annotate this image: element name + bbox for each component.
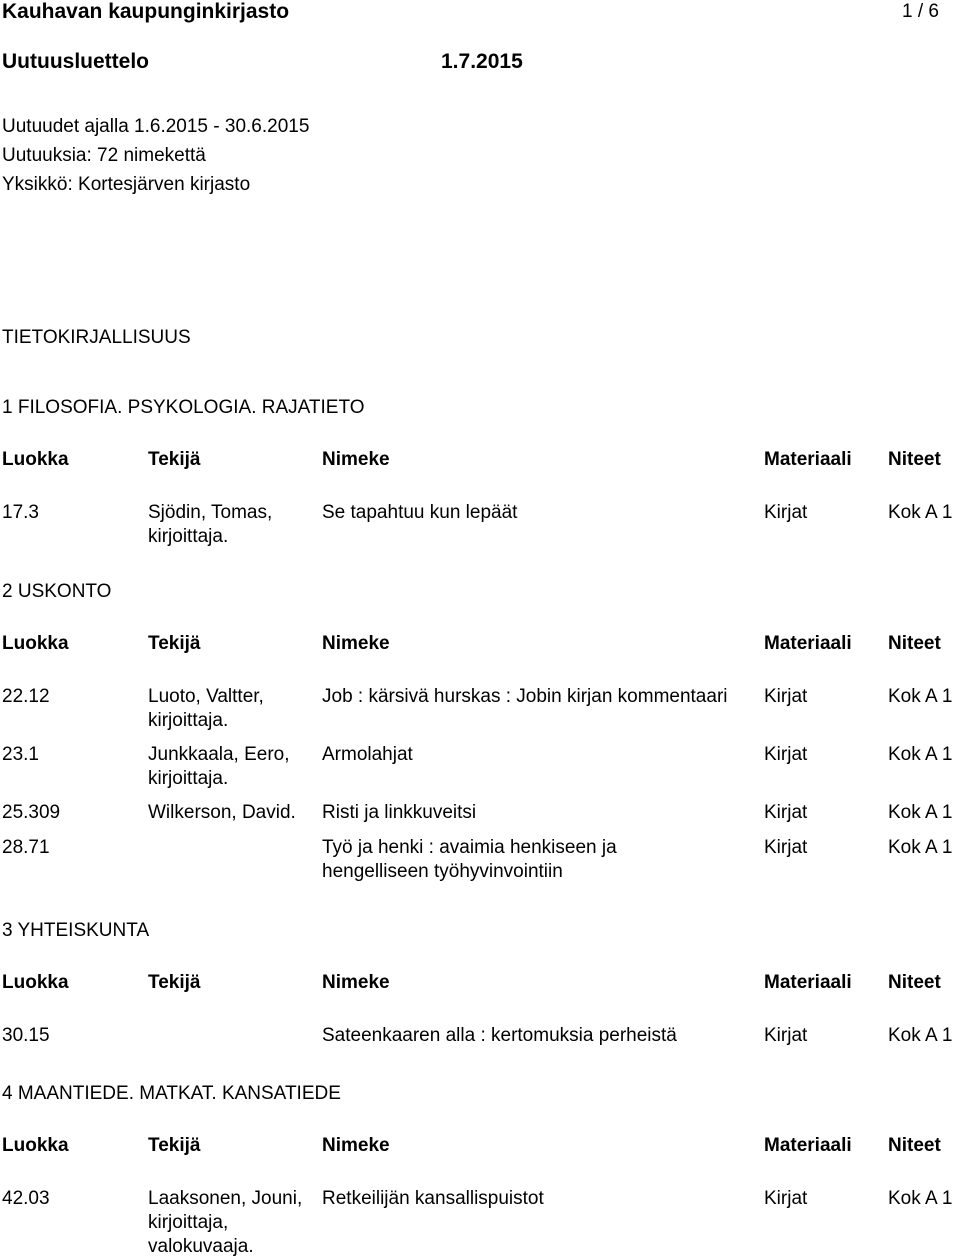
col-materiaali: Materiaali <box>764 972 852 993</box>
cell-niteet: Kok A 1 <box>888 802 953 823</box>
table-row <box>2 743 960 801</box>
cell-luokka: 23.1 <box>2 744 39 765</box>
cell-niteet: Kok A 1 <box>888 1025 953 1046</box>
col-niteet: Niteet <box>888 449 941 470</box>
section-title: 3 YHTEISKUNTA <box>2 920 150 941</box>
cell-nimeke: Sateenkaaren alla : kertomuksia perheistä <box>322 1025 677 1046</box>
cell-nimeke: Työ ja henki : avaimia henkiseen ja hengelliseen työhyvinvointiin <box>322 837 617 882</box>
cell-luokka: 22.12 <box>2 686 50 707</box>
cell-tekija: Wilkerson, David. <box>148 802 296 823</box>
col-luokka: Luokka <box>2 449 69 470</box>
cell-niteet: Kok A 1 <box>888 502 953 523</box>
section-title: 2 USKONTO <box>2 581 112 602</box>
cell-luokka: 25.309 <box>2 802 61 823</box>
cell-niteet: Kok A 1 <box>888 744 953 765</box>
cell-niteet: Kok A 1 <box>888 686 953 707</box>
cell-materiaali: Kirjat <box>764 502 808 523</box>
cell-tekija: Junkkaala, Eero, kirjoittaja. <box>148 744 290 789</box>
items-table <box>2 971 960 1048</box>
cell-tekija: Luoto, Valtter, kirjoittaja. <box>148 686 264 731</box>
items-table <box>2 448 960 549</box>
unit-line: Yksikkö: Kortesjärven kirjasto <box>2 174 251 195</box>
table-header-row <box>2 632 960 656</box>
cell-tekija <box>148 1024 322 1048</box>
col-tekija: Tekijä <box>148 1135 201 1156</box>
cell-nimeke: Retkeilijän kansallispuistot <box>322 1188 544 1209</box>
cell-materiaali: Kirjat <box>764 1188 808 1209</box>
col-nimeke: Nimeke <box>322 1135 390 1156</box>
cell-niteet: Kok A 1 <box>888 1188 953 1209</box>
cell-tekija <box>148 836 322 884</box>
cell-luokka: 30.15 <box>2 1025 50 1046</box>
table-row <box>2 501 960 549</box>
col-luokka: Luokka <box>2 633 69 654</box>
col-niteet: Niteet <box>888 972 941 993</box>
cell-tekija: Sjödin, Tomas, kirjoittaja. <box>148 502 273 547</box>
cell-nimeke: Armolahjat <box>322 744 413 765</box>
col-niteet: Niteet <box>888 633 941 654</box>
cell-nimeke: Job : kärsivä hurskas : Jobin kirjan kommentaari <box>322 686 728 707</box>
list-date: 1.7.2015 <box>441 50 523 73</box>
col-luokka: Luokka <box>2 972 69 993</box>
table-row <box>2 836 960 884</box>
cell-materiaali: Kirjat <box>764 802 808 823</box>
period-line: Uutuudet ajalla 1.6.2015 - 30.6.2015 <box>2 116 310 137</box>
cell-tekija: Laaksonen, Jouni, kirjoittaja, valokuvaaja. <box>148 1188 303 1257</box>
col-nimeke: Nimeke <box>322 972 390 993</box>
col-tekija: Tekijä <box>148 449 201 470</box>
items-table <box>2 632 960 884</box>
page-number: 1 / 6 <box>902 1 939 22</box>
col-materiaali: Materiaali <box>764 1135 852 1156</box>
cell-nimeke: Risti ja linkkuveitsi <box>322 802 477 823</box>
cell-nimeke: Se tapahtuu kun lepäät <box>322 502 518 523</box>
cell-luokka: 17.3 <box>2 502 39 523</box>
table-row <box>2 1024 960 1048</box>
cell-materiaali: Kirjat <box>764 744 808 765</box>
cell-niteet: Kok A 1 <box>888 837 953 858</box>
table-row <box>2 1187 960 1259</box>
table-row <box>2 801 960 836</box>
cell-luokka: 28.71 <box>2 837 50 858</box>
col-tekija: Tekijä <box>148 633 201 654</box>
cell-materiaali: Kirjat <box>764 686 808 707</box>
cell-luokka: 42.03 <box>2 1188 50 1209</box>
table-row <box>2 685 960 743</box>
table-header-row <box>2 971 960 995</box>
col-tekija: Tekijä <box>148 972 201 993</box>
library-name: Kauhavan kaupunginkirjasto <box>2 0 290 23</box>
list-title: Uutuusluettelo <box>2 50 149 73</box>
cell-materiaali: Kirjat <box>764 837 808 858</box>
section-title: 4 MAANTIEDE. MATKAT. KANSATIEDE <box>2 1083 341 1104</box>
count-line: Uutuuksia: 72 nimekettä <box>2 145 206 166</box>
col-nimeke: Nimeke <box>322 633 390 654</box>
items-table <box>2 1134 960 1259</box>
col-nimeke: Nimeke <box>322 449 390 470</box>
col-luokka: Luokka <box>2 1135 69 1156</box>
table-header-row <box>2 1134 960 1158</box>
col-materiaali: Materiaali <box>764 633 852 654</box>
col-niteet: Niteet <box>888 1135 941 1156</box>
table-header-row <box>2 448 960 472</box>
col-materiaali: Materiaali <box>764 449 852 470</box>
category-title: TIETOKIRJALLISUUS <box>2 327 191 348</box>
cell-materiaali: Kirjat <box>764 1025 808 1046</box>
section-title: 1 FILOSOFIA. PSYKOLOGIA. RAJATIETO <box>2 397 365 418</box>
